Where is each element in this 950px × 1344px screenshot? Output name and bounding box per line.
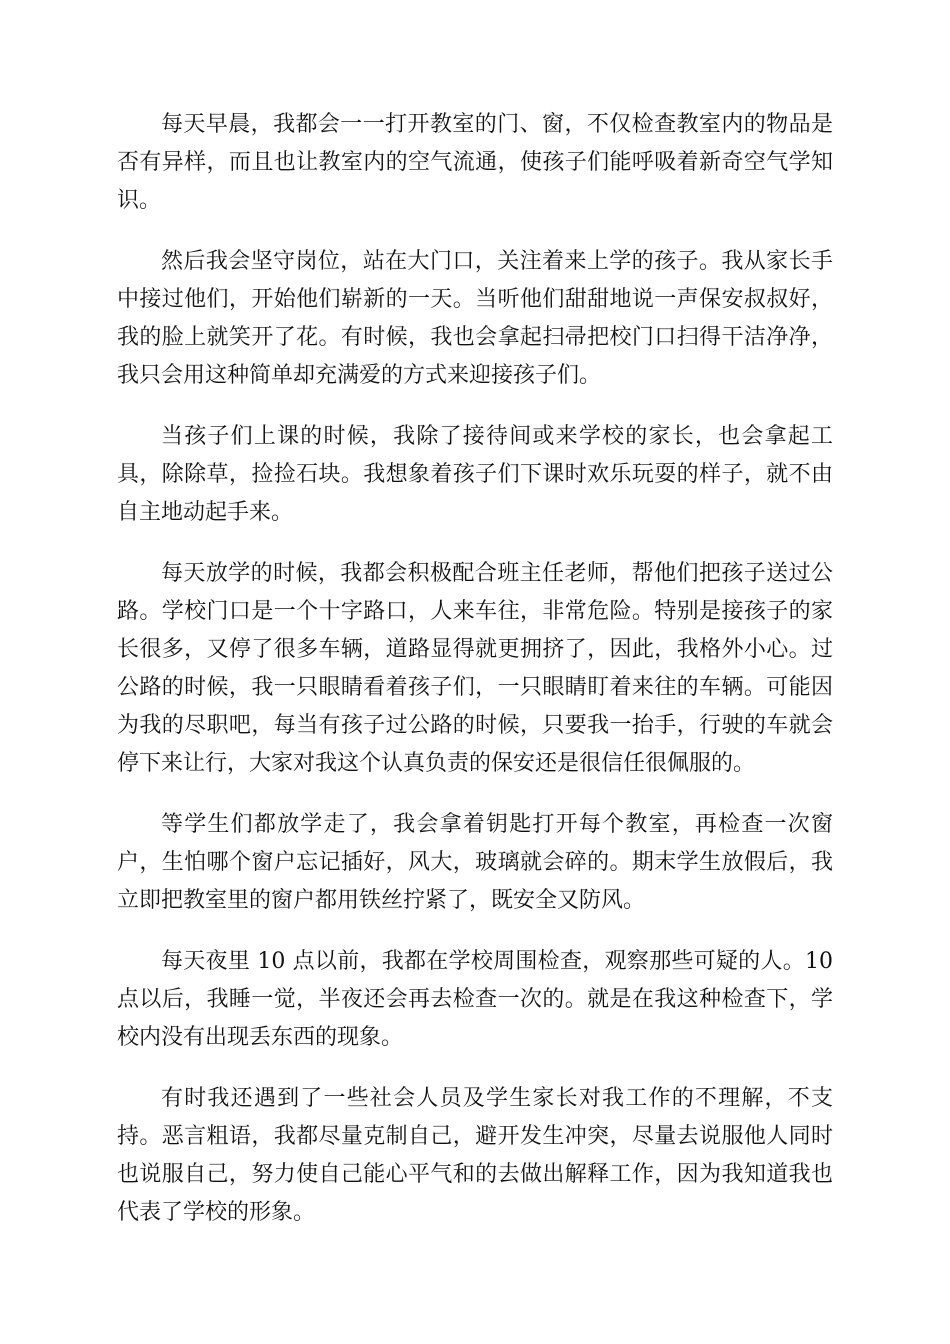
document-page [117,106,833,1255]
paragraph-1: 每天早晨，我都会一一打开教室的门、窗，不仅检查教室内的物品是否有异样，而且也让教室内的空气流通，使孩子们能呼吸着新奇空气学知识。 [117,112,833,213]
paragraph-6: 每天夜里 10 点以前，我都在学校周围检查，观察那些可疑的人。10 点以后，我睡一觉，半夜还会再去检查一次的。就是在我这种检查下，学校内没有出现丢东西的现象。 [117,949,833,1050]
paragraph-3: 当孩子们上课的时候，我除了接待间或来学校的家长，也会拿起工具，除除草，捡捡石块。我想象着孩子们下课时欢乐玩耍的样子，就不由自主地动起手来。 [117,424,833,525]
paragraph-2: 然后我会坚守岗位，站在大门口，关注着来上学的孩子。我从家长手中接过他们，开始他们崭新的一天。当听他们甜甜地说一声保安叔叔好，我的脸上就笑开了花。有时候，我也会拿起扫帚把校门口扫得干洁净净，我只会用这种简单却充满爱的方式来迎接孩子们。 [117,249,833,388]
paragraph-4: 每天放学的时候，我都会积极配合班主任老师，帮他们把孩子送过公路。学校门口是一个十字路口，人来车往，非常危险。特别是接孩子的家长很多，又停了很多车辆，道路显得就更拥挤了，因此，我格外小心。过公路的时候，我一只眼睛看着孩子们，一只眼睛盯着来往的车辆。可能因为我的尽职吧，每当有孩子过公路的时候，只要我一抬手，行驶的车就会停下来让行，大家对我这个认真负责的保安还是很信任很佩服的。 [117,561,833,776]
paragraph-5: 等学生们都放学走了，我会拿着钥匙打开每个教室，再检查一次窗户，生怕哪个窗户忘记插好，风大，玻璃就会碎的。期末学生放假后，我立即把教室里的窗户都用铁丝拧紧了，既安全又防风。 [117,812,833,913]
paragraph-7: 有时我还遇到了一些社会人员及学生家长对我工作的不理解，不支持。恶言粗语，我都尽量克制自己，避开发生冲突，尽量去说服他人同时也说服自己，努力使自己能心平气和的去做出解释工作，因为我知道我也代表了学校的形象。 [117,1086,833,1225]
